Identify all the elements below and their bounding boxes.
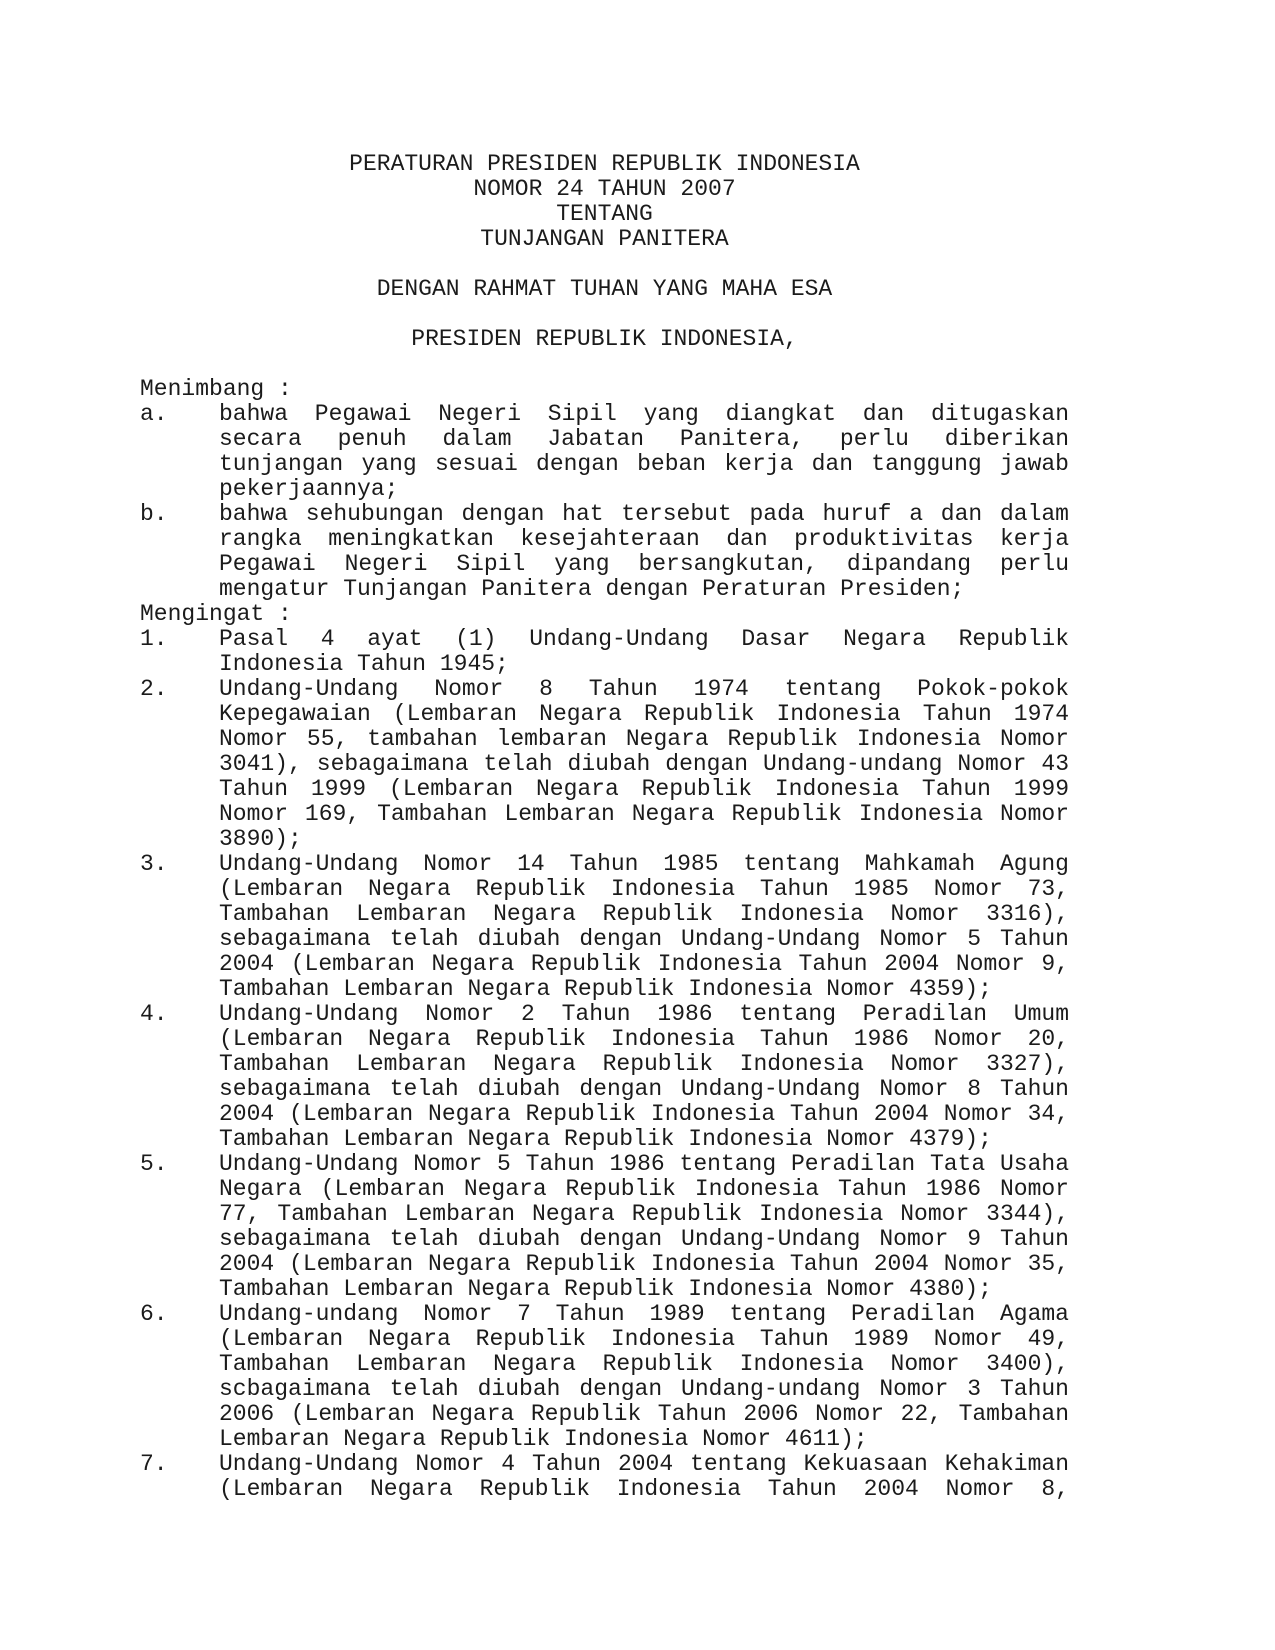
considering-item-a [140,402,1069,502]
list-item-text: Undang-Undang Nomor 5 Tahun 1986 tentang Peradilan Tata Usaha Negara (Lembaran Negara Republik Indonesia Tahun 1986 Nomor 77, Tambahan Lembaran Negara Republik Indonesia Nomor 3344), sebagaimana telah diubah dengan Undang-Undang Nomor 9 Tahun 2004 (Lembaran Negara Republik Indonesia Tahun 2004 Nomor 35, Tambahan Lembaran Negara Republik Indonesia Nomor 4380); [219,1151,1069,1302]
considering-label: Menimbang : [140,376,292,402]
recalling-item-5 [140,1152,1069,1302]
list-item-marker: 7. [140,1451,168,1477]
list-item-text: Undang-undang Nomor 7 Tahun 1989 tentang Peradilan Agama (Lembaran Negara Republik Indonesia Tahun 1989 Nomor 49, Tambahan Lembaran Negara Republik Indonesia Nomor 3400), scbagaimana telah diubah dengan Undang-undang Nomor 3 Tahun 2006 (Lembaran Negara Republik Tahun 2006 Nomor 22, Tambahan Lembaran Negara Republik Indonesia Nomor 4611); [219,1301,1069,1452]
list-item-marker: 6. [140,1301,168,1327]
list-item-text: Undang-Undang Nomor 8 Tahun 1974 tentang Pokok-pokok Kepegawaian (Lembaran Negara Republik Indonesia Tahun 1974 Nomor 55, tambahan lembaran Negara Republik Indonesia Nomor 3041), sebagaimana telah diubah dengan Undang-undang Nomor 43 Tahun 1999 (Lembaran Negara Republik Indonesia Tahun 1999 Nomor 169, Tambahan Lembaran Negara Republik Indonesia Nomor 3890); [219,676,1069,852]
recalling-item-7 [140,1452,1069,1502]
issuer-line: PRESIDEN REPUBLIK INDONESIA, [411,326,798,352]
list-item-marker: 4. [140,1001,168,1027]
spacer [140,252,1069,277]
title-line-regulation: PERATURAN PRESIDEN REPUBLIK INDONESIA [349,151,860,177]
document-title [140,152,1069,252]
document-page [140,152,1069,1502]
list-item-marker: b. [140,501,168,527]
list-item-marker: 1. [140,626,168,652]
recalling-item-3 [140,852,1069,1002]
title-line-tentang: TENTANG [556,201,653,227]
list-item-text: Undang-Undang Nomor 14 Tahun 1985 tentang Mahkamah Agung (Lembaran Negara Republik Indonesia Tahun 1985 Nomor 73, Tambahan Lembaran Negara Republik Indonesia Nomor 3316), sebagaimana telah diubah dengan Undang-Undang Nomor 5 Tahun 2004 (Lembaran Negara Republik Indonesia Tahun 2004 Nomor 9, Tambahan Lembaran Negara Republik Indonesia Nomor 4359); [219,851,1069,1002]
recalling-label: Mengingat : [140,601,292,627]
list-item-marker: a. [140,401,168,427]
list-item-text: bahwa sehubungan dengan hat tersebut pada huruf a dan dalam rangka meningkatkan kesejahteraan dan produktivitas kerja Pegawai Negeri Sipil yang bersangkutan, dipandang perlu mengatur Tunjangan Panitera dengan Peraturan Presiden; [219,501,1069,602]
considering-item-b [140,502,1069,602]
list-item-marker: 3. [140,851,168,877]
recalling-item-2 [140,677,1069,852]
invocation-line: DENGAN RAHMAT TUHAN YANG MAHA ESA [376,276,833,302]
list-item-text: Pasal 4 ayat (1) Undang-Undang Dasar Negara Republik Indonesia Tahun 1945; [219,626,1069,677]
list-item-marker: 2. [140,676,168,702]
list-item-text: Undang-Undang Nomor 2 Tahun 1986 tentang Peradilan Umum (Lembaran Negara Republik Indonesia Tahun 1986 Nomor 20, Tambahan Lembaran Negara Republik Indonesia Nomor 3327), sebagaimana telah diubah dengan Undang-Undang Nomor 8 Tahun 2004 (Lembaran Negara Republik Indonesia Tahun 2004 Nomor 34, Tambahan Lembaran Negara Republik Indonesia Nomor 4379); [219,1001,1069,1152]
list-item-marker: 5. [140,1151,168,1177]
recalling-item-6 [140,1302,1069,1452]
spacer [140,302,1069,327]
list-item-text: Undang-Undang Nomor 4 Tahun 2004 tentang Kekuasaan Kehakiman (Lembaran Negara Republik Indonesia Tahun 2004 Nomor 8, [219,1451,1069,1502]
title-line-subject: TUNJANGAN PANITERA [480,226,729,252]
list-item-text: bahwa Pegawai Negeri Sipil yang diangkat dan ditugaskan secara penuh dalam Jabatan Panitera, perlu diberikan tunjangan yang sesuai dengan beban kerja dan tanggung jawab pekerjaannya; [219,401,1069,502]
recalling-item-4 [140,1002,1069,1152]
recalling-item-1 [140,627,1069,677]
title-line-number: NOMOR 24 TAHUN 2007 [473,176,736,202]
spacer [140,352,1069,377]
